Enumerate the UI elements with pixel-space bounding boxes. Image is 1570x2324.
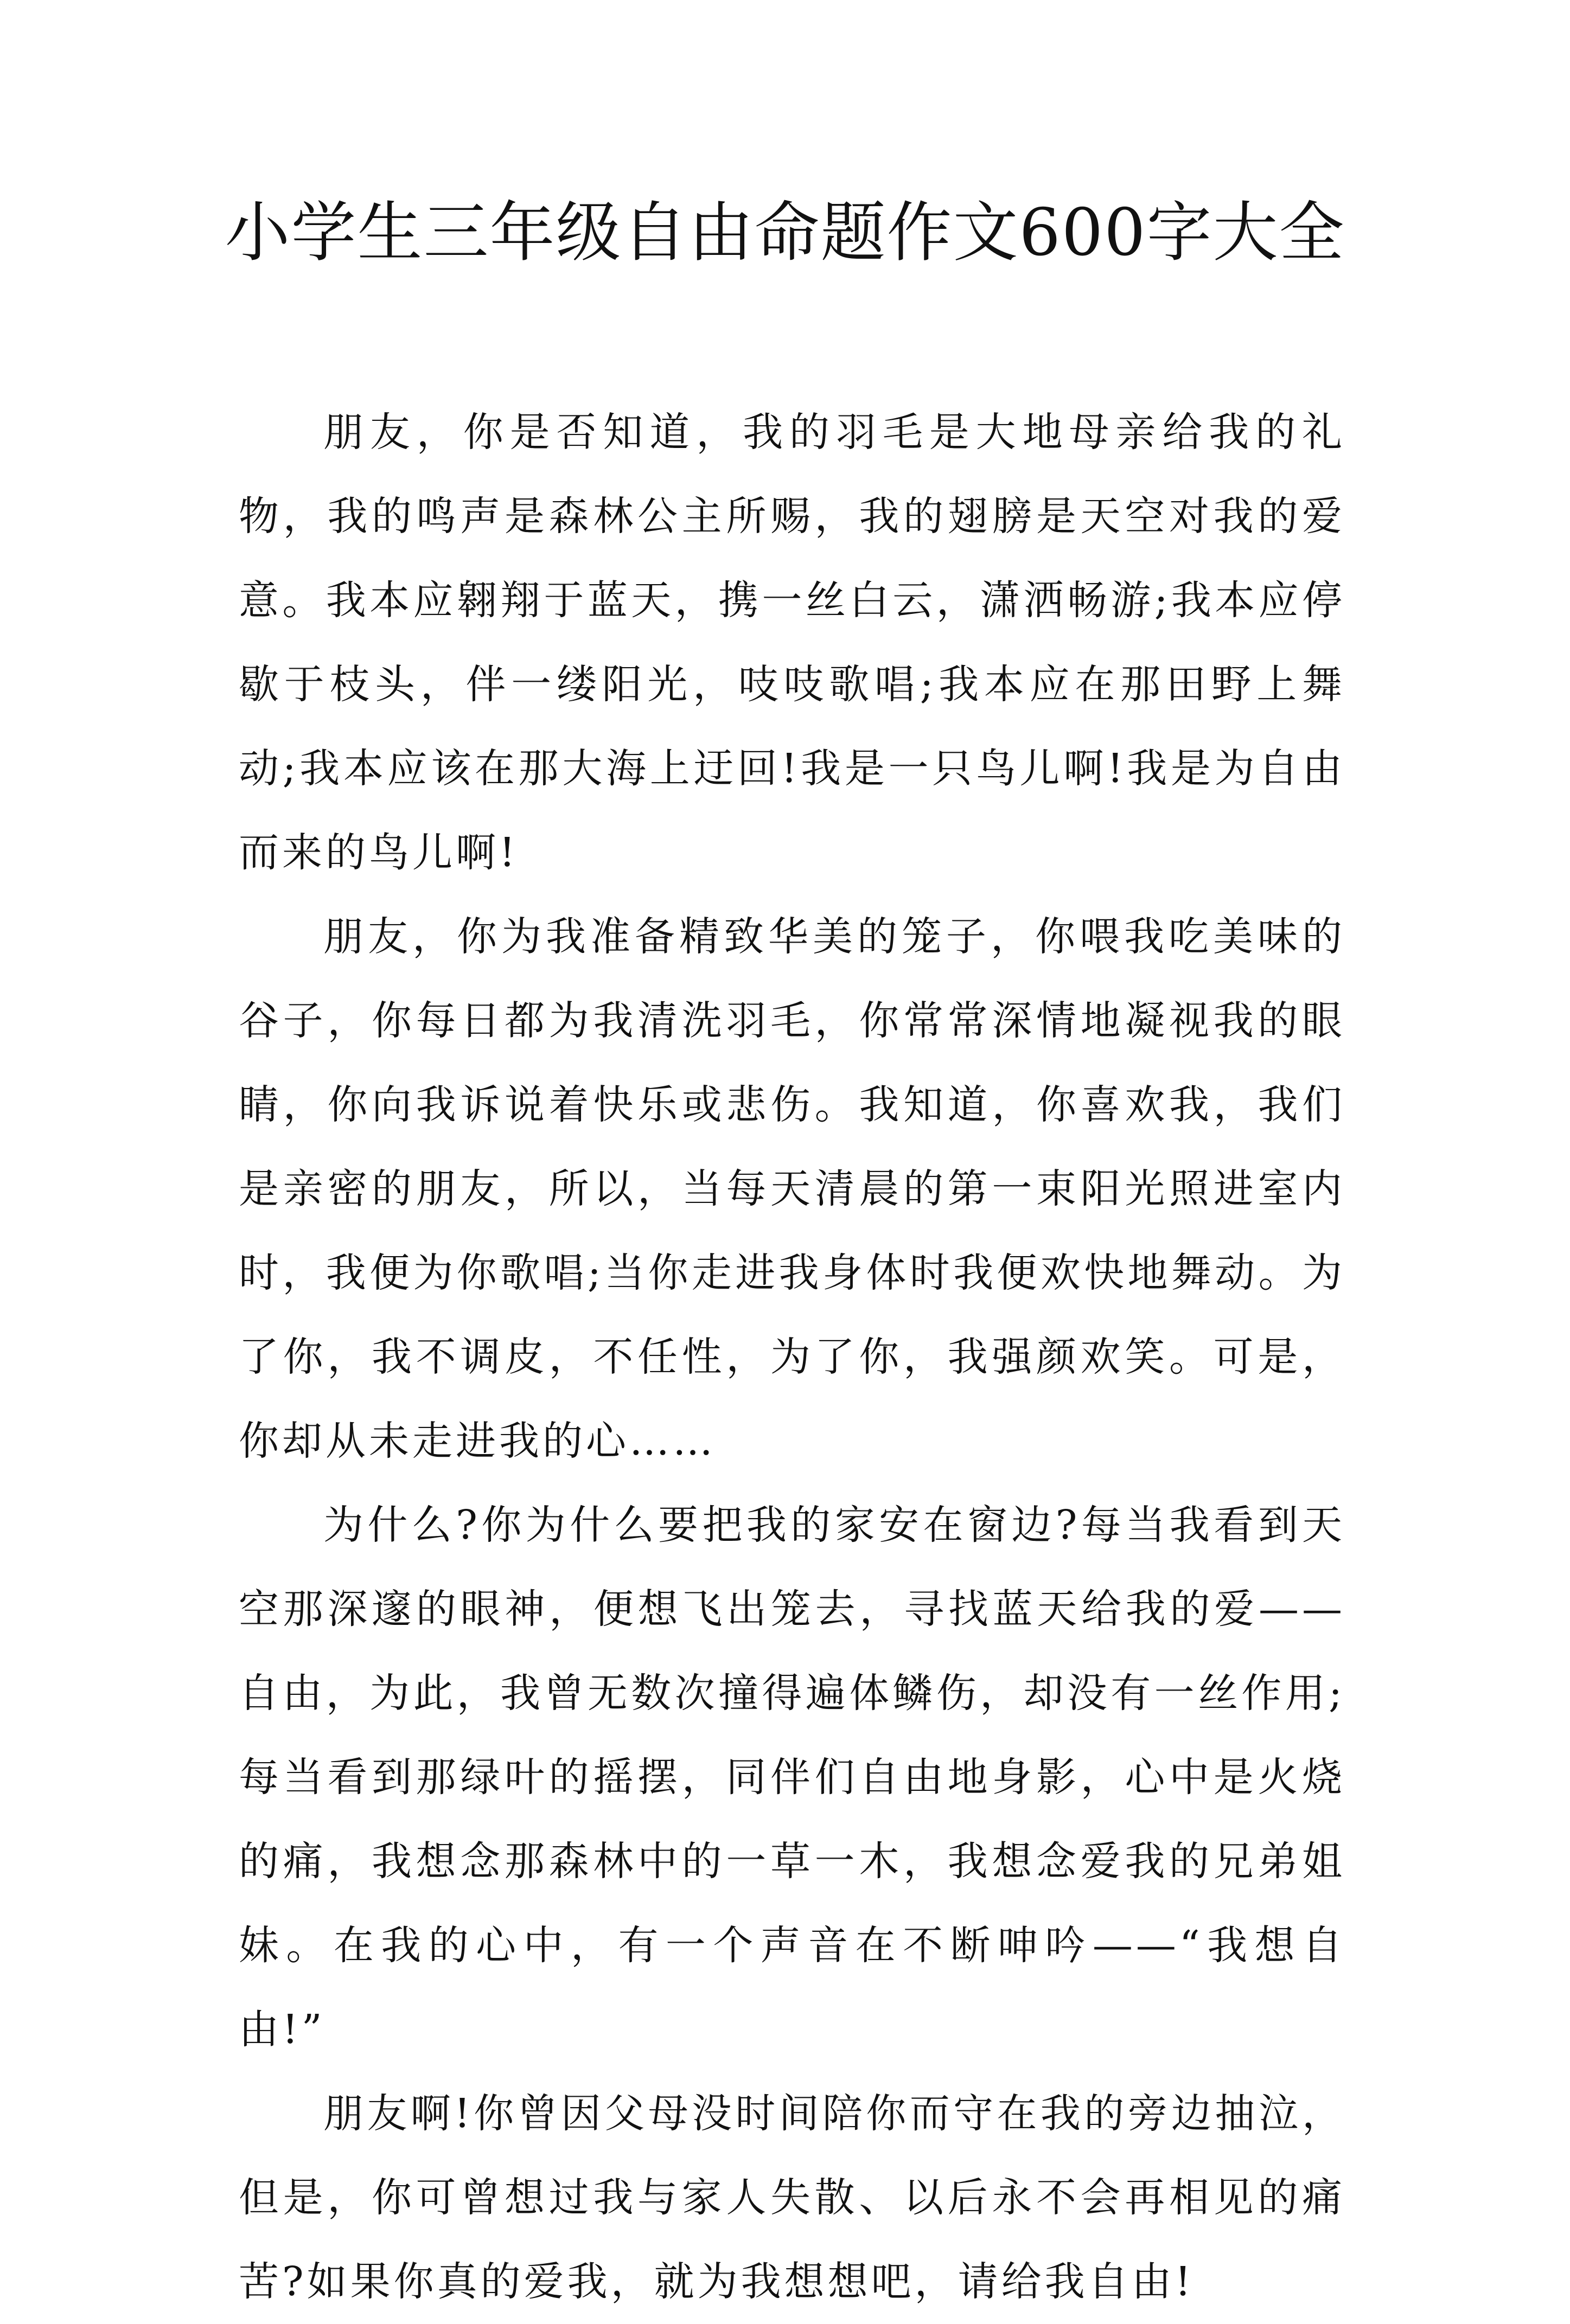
paragraph-2: 朋友，你为我准备精致华美的笼子，你喂我吃美味的谷子，你每日都为我清洗羽毛，你常常深情地凝视我的眼睛，你向我诉说着快乐或悲伤。我知道，你喜欢我，我们是亲密的朋友，所以，当每天清晨的第一束阳光照进室内时，我便为你歌唱;当你走进我身体时我便欢快地舞动。为了你，我不调皮，不任性，为了你，我强颜欢笑。可是，你却从未走进我的心……	[239, 913, 1345, 1464]
paragraph-3: 为什么?你为什么要把我的家安在窗边?每当我看到天空那深邃的眼神，便想飞出笼去，寻找蓝天给我的爱——自由，为此，我曾无数次撞得遍体鳞伤，却没有一丝作用;每当看到那绿叶的摇摆，同伴们自由地身影，心中是火烧的痛，我想念那森林中的一草一木，我想念爱我的兄弟姐妹。在我的心中，有一个声音在不断呻吟——“我想自由!”	[239, 1502, 1345, 2053]
paragraph-1: 朋友，你是否知道，我的羽毛是大地母亲给我的礼物，我的鸣声是森林公主所赐，我的翅膀是天空对我的爱意。我本应翱翔于蓝天，携一丝白云，潇洒畅游;我本应停歇于枝头，伴一缕阳光，吱吱歌唱;我本应在那田野上舞动;我本应该在那大海上迂回!我是一只鸟儿啊!我是为自由而来的鸟儿啊!	[239, 409, 1345, 876]
essay-body	[239, 390, 1345, 2324]
document-title: 小学生三年级自由命题作文600字大全	[225, 195, 1345, 271]
paragraph-4: 朋友啊!你曾因父母没时间陪你而守在我的旁边抽泣，但是，你可曾想过我与家人失散、以后永不会再相见的痛苦?如果你真的爱我，就为我想想吧，请给我自由!	[239, 2090, 1345, 2305]
